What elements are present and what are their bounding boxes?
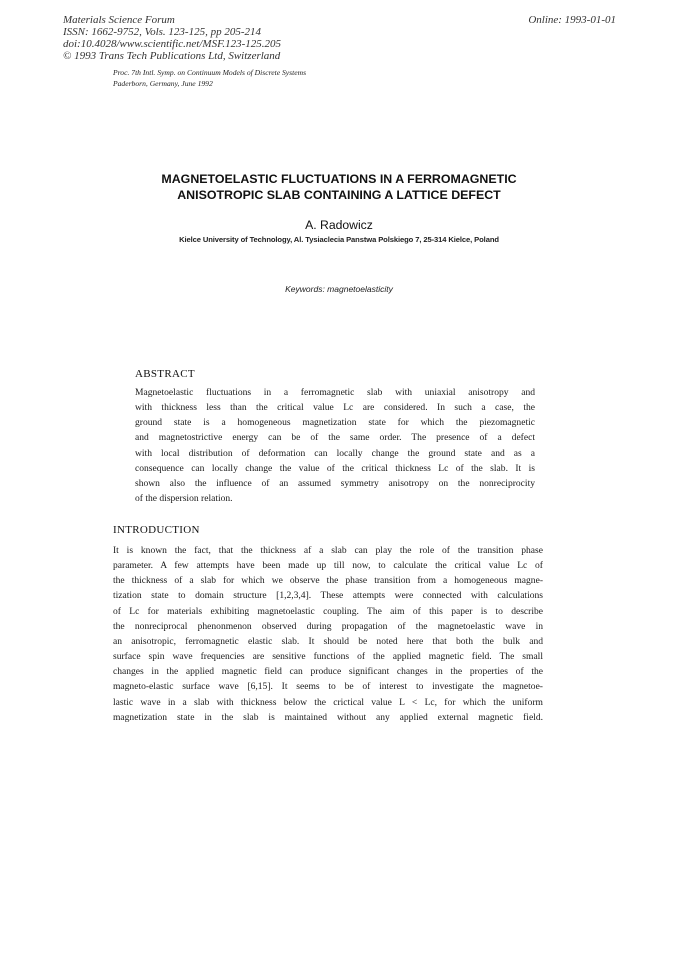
issn-line: ISSN: 1662-9752, Vols. 123-125, pp 205-214 [63, 26, 261, 38]
introduction-line: tization state to domain structure [1,2,3,4]. These attempts were connected with calculations [113, 590, 543, 602]
introduction-line: surface spin wave frequencies are sensitive functions of the applied magnetic field. The small [113, 651, 543, 663]
abstract-line: Magnetoelastic fluctuations in a ferromagnetic slab with uniaxial anisotropy and [135, 387, 535, 398]
paper-title [0, 171, 678, 203]
introduction-heading: INTRODUCTION [113, 524, 200, 536]
introduction-line: magnetization state in the slab is maintained without any applied external magnetic field. [113, 711, 543, 723]
abstract-body [135, 385, 535, 506]
publication-metadata [63, 14, 281, 62]
introduction-line: parameter. A few attempts have been made up till now, to calculate the critical value Lc of [113, 560, 543, 572]
proceedings-line-1: Proc. 7th Intl. Symp. on Continuum Models of Discrete Systems [113, 68, 307, 77]
title-line-2: ANISOTROPIC SLAB CONTAINING A LATTICE DEFECT [177, 188, 501, 202]
introduction-line: the nonreciprocal phenonmenon observed during propagation of the magnetoelastic wave in [113, 620, 543, 632]
introduction-line: lastic wave in a slab with thickness below the crictical value L < Lc, for which the uniform [113, 696, 543, 708]
keywords: Keywords: magnetoelasticity [285, 284, 393, 294]
journal-name: Materials Science Forum [63, 14, 175, 26]
abstract-line: with thickness less than the critical value Lc are considered. In such a case, the [135, 402, 535, 414]
introduction-body [113, 543, 543, 725]
title-line-1: MAGNETOELASTIC FLUCTUATIONS IN A FERROMAGNETIC [161, 172, 517, 186]
author-name: A. Radowicz [305, 218, 373, 232]
proceedings-info [113, 67, 306, 89]
introduction-line: magneto-elastic surface wave [6,15]. It seems to be of interest to investigate the magnetoe- [113, 681, 543, 693]
abstract-line: shown also the influence of an assumed symmetry anisotropy on the nonreciprocity [135, 477, 535, 489]
online-date: Online: 1993-01-01 [528, 14, 616, 26]
abstract-line: and magnetostrictive energy can be of the same order. The presence of a defect [135, 432, 535, 444]
abstract-line: of the dispersion relation. [135, 493, 233, 505]
doi-link[interactable]: doi:10.4028/www.scientific.net/MSF.123-125.205 [63, 38, 282, 50]
abstract-line: with local distribution of deformation can locally change the ground state and as a [135, 447, 535, 459]
copyright-line: © 1993 Trans Tech Publications Ltd, Switzerland [63, 50, 281, 62]
abstract-line: ground state is a homogeneous magnetization state for which the piezomagnetic [135, 417, 535, 429]
introduction-line: the thickness of a slab for which we observe the phase transition from a homogeneous magne- [113, 575, 543, 587]
introduction-line: an anisotropic, ferromagnetic elastic slab. It should be noted here that both the bulk and [113, 635, 543, 647]
introduction-line: of Lc for materials exhibiting magnetoelastic coupling. The aim of this paper is to describe [113, 605, 543, 617]
abstract-line: consequence can locally change the value of the critical thickness Lc of the slab. It is [135, 462, 535, 474]
author-affiliation: Kielce University of Technology, Al. Tysiaclecia Panstwa Polskiego 7, 25-314 Kielce, Poland [179, 235, 499, 244]
abstract-heading: ABSTRACT [135, 368, 195, 380]
introduction-line: changes in the applied magnetic field can produce significant changes in the properties of the [113, 666, 543, 678]
proceedings-line-2: Paderborn, Germany, June 1992 [113, 79, 213, 88]
introduction-line: It is known the fact, that the thickness af a slab can play the role of the transition phase [113, 545, 543, 556]
